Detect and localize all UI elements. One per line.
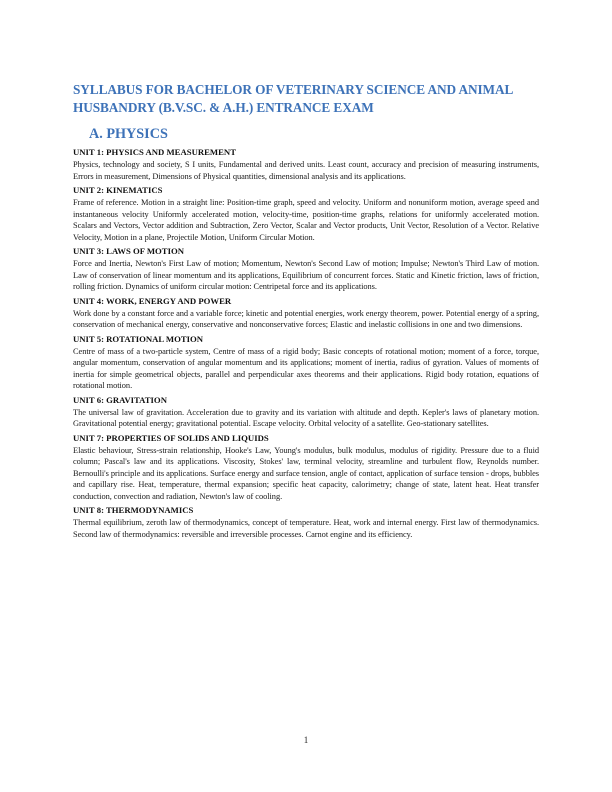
unit-heading: UNIT 1: PHYSICS AND MEASUREMENT (73, 147, 236, 157)
unit-heading: UNIT 5: ROTATIONAL MOTION (73, 333, 204, 344)
unit-5 (73, 332, 539, 392)
unit-heading: UNIT 8: THERMODYNAMICS (73, 505, 194, 515)
unit-body: Work done by a constant force and a variable force; kinetic and potential energies, work energy theorem, power. Potential energy of a spring, conservation of mechanical energy, conservative and nonconservative forces; Elastic and inelastic collisions in one and two dimensions. (73, 308, 539, 329)
unit-heading: UNIT 4: WORK, ENERGY AND POWER (73, 295, 232, 306)
unit-heading: UNIT 7: PROPERTIES OF SOLIDS AND LIQUIDS (73, 432, 269, 443)
unit-body: Elastic behaviour, Stress-strain relationship, Hooke's Law, Young's modulus, bulk modulus, modulus of rigidity. Pressure due to a fluid column; Pascal's law and its applications. Viscosity, Stokes' law, terminal velocity, streamline and turbulent flow, Reynolds number. Bernoulli's principle and its applications. Surface energy and surface tension, angle of contact, application of surface tension - drops, bubbles and capillary rise. Heat, temperature, thermal expansion; specific heat capacity, calorimetry; change of state, latent heat. Heat transfer conduction, convection and radiation, Newton's law of cooling. (73, 445, 539, 501)
document-title: SYLLABUS FOR BACHELOR OF VETERINARY SCIENCE AND ANIMAL HUSBANDRY (B.V.SC. & A.H.) ENTRANCE EXAM (73, 82, 513, 115)
unit-3 (73, 244, 539, 293)
unit-body: The universal law of gravitation. Acceleration due to gravity and its variation with altitude and depth. Kepler's laws of planetary motion. Gravitational potential energy; gravitational potential. Escape velocity. Orbital velocity of a satellite. Geo-stationary satellites. (73, 407, 539, 428)
unit-body: Force and Inertia, Newton's First Law of motion; Momentum, Newton's Second Law of motion; Impulse; Newton's Third Law of motion. Law of conservation of linear momentum and its applications, Equilibrium of concurrent forces. Static and Kinetic friction, laws of friction, rolling friction. Dynamics of uniform circular motion: Centripetal force and its applications. (73, 259, 539, 291)
unit-body: Centre of mass of a two-particle system, Centre of mass of a rigid body; Basic concepts of rotational motion; moment of a force, torque, angular momentum, conservation of angular momentum and its applications; moment of inertia, radius of gyration. Values of moments of inertia for simple geometrical objects, parallel and perpendicular axes theorems and their applications. Rigid body rotation, equations of rotational motion. (73, 346, 539, 390)
unit-7 (73, 431, 539, 503)
unit-heading: UNIT 3: LAWS OF MOTION (73, 246, 185, 256)
unit-body: Thermal equilibrium, zeroth law of thermodynamics, concept of temperature. Heat, work and internal energy. First law of thermodynamics. Second law of thermodynamics: reversible and irreversible processes. Carnot engine and its efficiency. (73, 518, 539, 539)
unit-heading: UNIT 2: KINEMATICS (73, 185, 163, 195)
unit-4 (73, 294, 539, 331)
units-list (73, 145, 539, 541)
unit-6 (73, 393, 539, 430)
unit-body: Physics, technology and society, S I units, Fundamental and derived units. Least count, accuracy and precision of measuring instruments, Errors in measurement, Dimensions of Physical quantities, dimensional analysis and its applications. (73, 160, 539, 181)
section-heading-physics: A. PHYSICS (89, 126, 168, 142)
unit-heading: UNIT 6: GRAVITATION (73, 394, 167, 405)
page-number: 1 (303, 735, 309, 745)
unit-body: Frame of reference. Motion in a straight line: Position-time graph, speed and velocity. Uniform and nonuniform motion, average speed and instantaneous velocity Uniformly accelerated motion, velocity-time, position-time graphs, relations for uniformly accelerated motion. Scalars and Vectors, Vector addition and Subtraction, Zero Vector, Scalar and Vector products, Unit Vector, Resolution of a Vector. Relative Velocity, Motion in a plane, Projectile Motion, Uniform Circular Motion. (73, 198, 539, 242)
unit-1 (73, 145, 539, 182)
unit-8 (73, 503, 539, 540)
unit-2 (73, 183, 539, 243)
